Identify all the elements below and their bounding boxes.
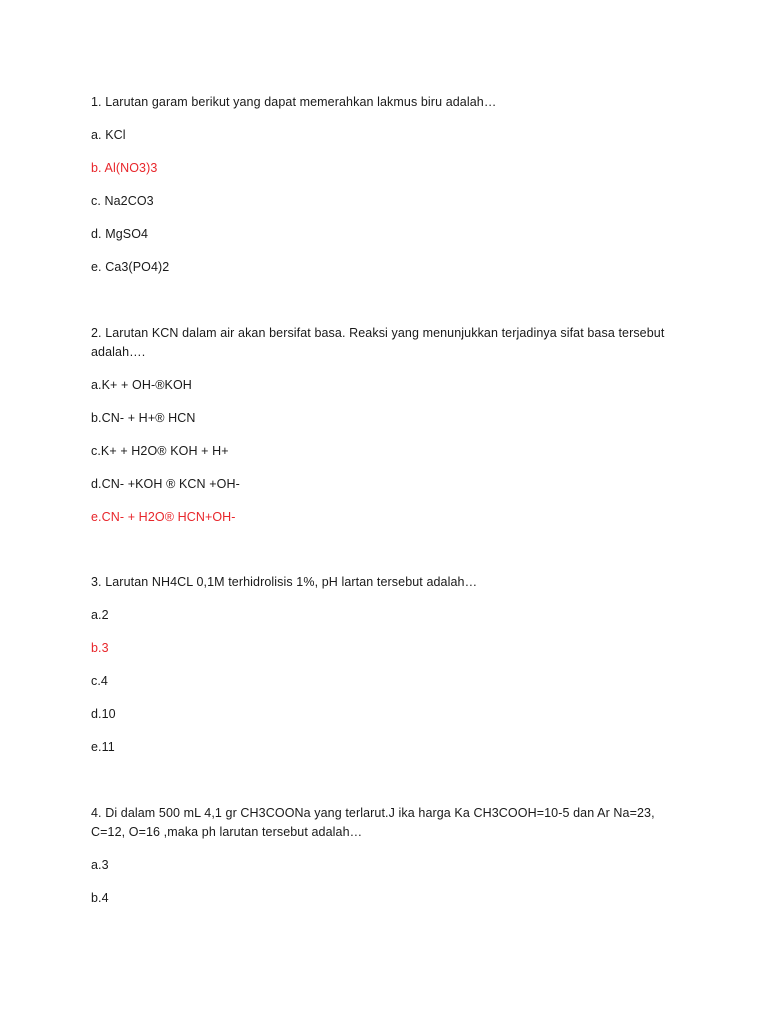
question-1-text: 1. Larutan garam berikut yang dapat memerahkan lakmus biru adalah… [91,95,497,109]
q2-option-d: d.CN- +KOH ® KCN +OH- [91,477,240,491]
q1-option-c: c. Na2CO3 [91,194,154,208]
q1-option-b-answer: b. Al(NO3)3 [91,161,158,175]
q4-option-b: b.4 [91,891,109,905]
q3-option-e: e.11 [91,740,115,754]
question-4-text: 4. Di dalam 500 mL 4,1 gr CH3COONa yang terlarut.J ika harga Ka CH3COOH=10-5 dan Ar Na=23, C=12, O=16 ,maka ph larutan tersebut adalah… [91,806,655,839]
q2-option-c: c.K+ + H2O® KOH + H+ [91,444,229,458]
q2-option-a: a.K+ + OH-®KOH [91,378,192,392]
question-3-text: 3. Larutan NH4CL 0,1M terhidrolisis 1%, pH lartan tersebut adalah… [91,575,478,589]
q3-option-a: a.2 [91,608,109,622]
q1-option-e: e. Ca3(PO4)2 [91,260,170,274]
q4-option-a: a.3 [91,858,109,872]
q2-option-e-answer: e.CN- + H2O® HCN+OH- [91,510,236,524]
q2-option-b: b.CN- + H+® HCN [91,411,196,425]
q3-option-b-answer: b.3 [91,641,109,655]
q3-option-c: c.4 [91,674,108,688]
q1-option-d: d. MgSO4 [91,227,149,241]
q3-option-d: d.10 [91,707,116,721]
q1-option-a: a. KCl [91,128,126,142]
question-2-text: 2. Larutan KCN dalam air akan bersifat basa. Reaksi yang menunjukkan terjadinya sifat basa tersebut adalah…. [91,326,665,359]
